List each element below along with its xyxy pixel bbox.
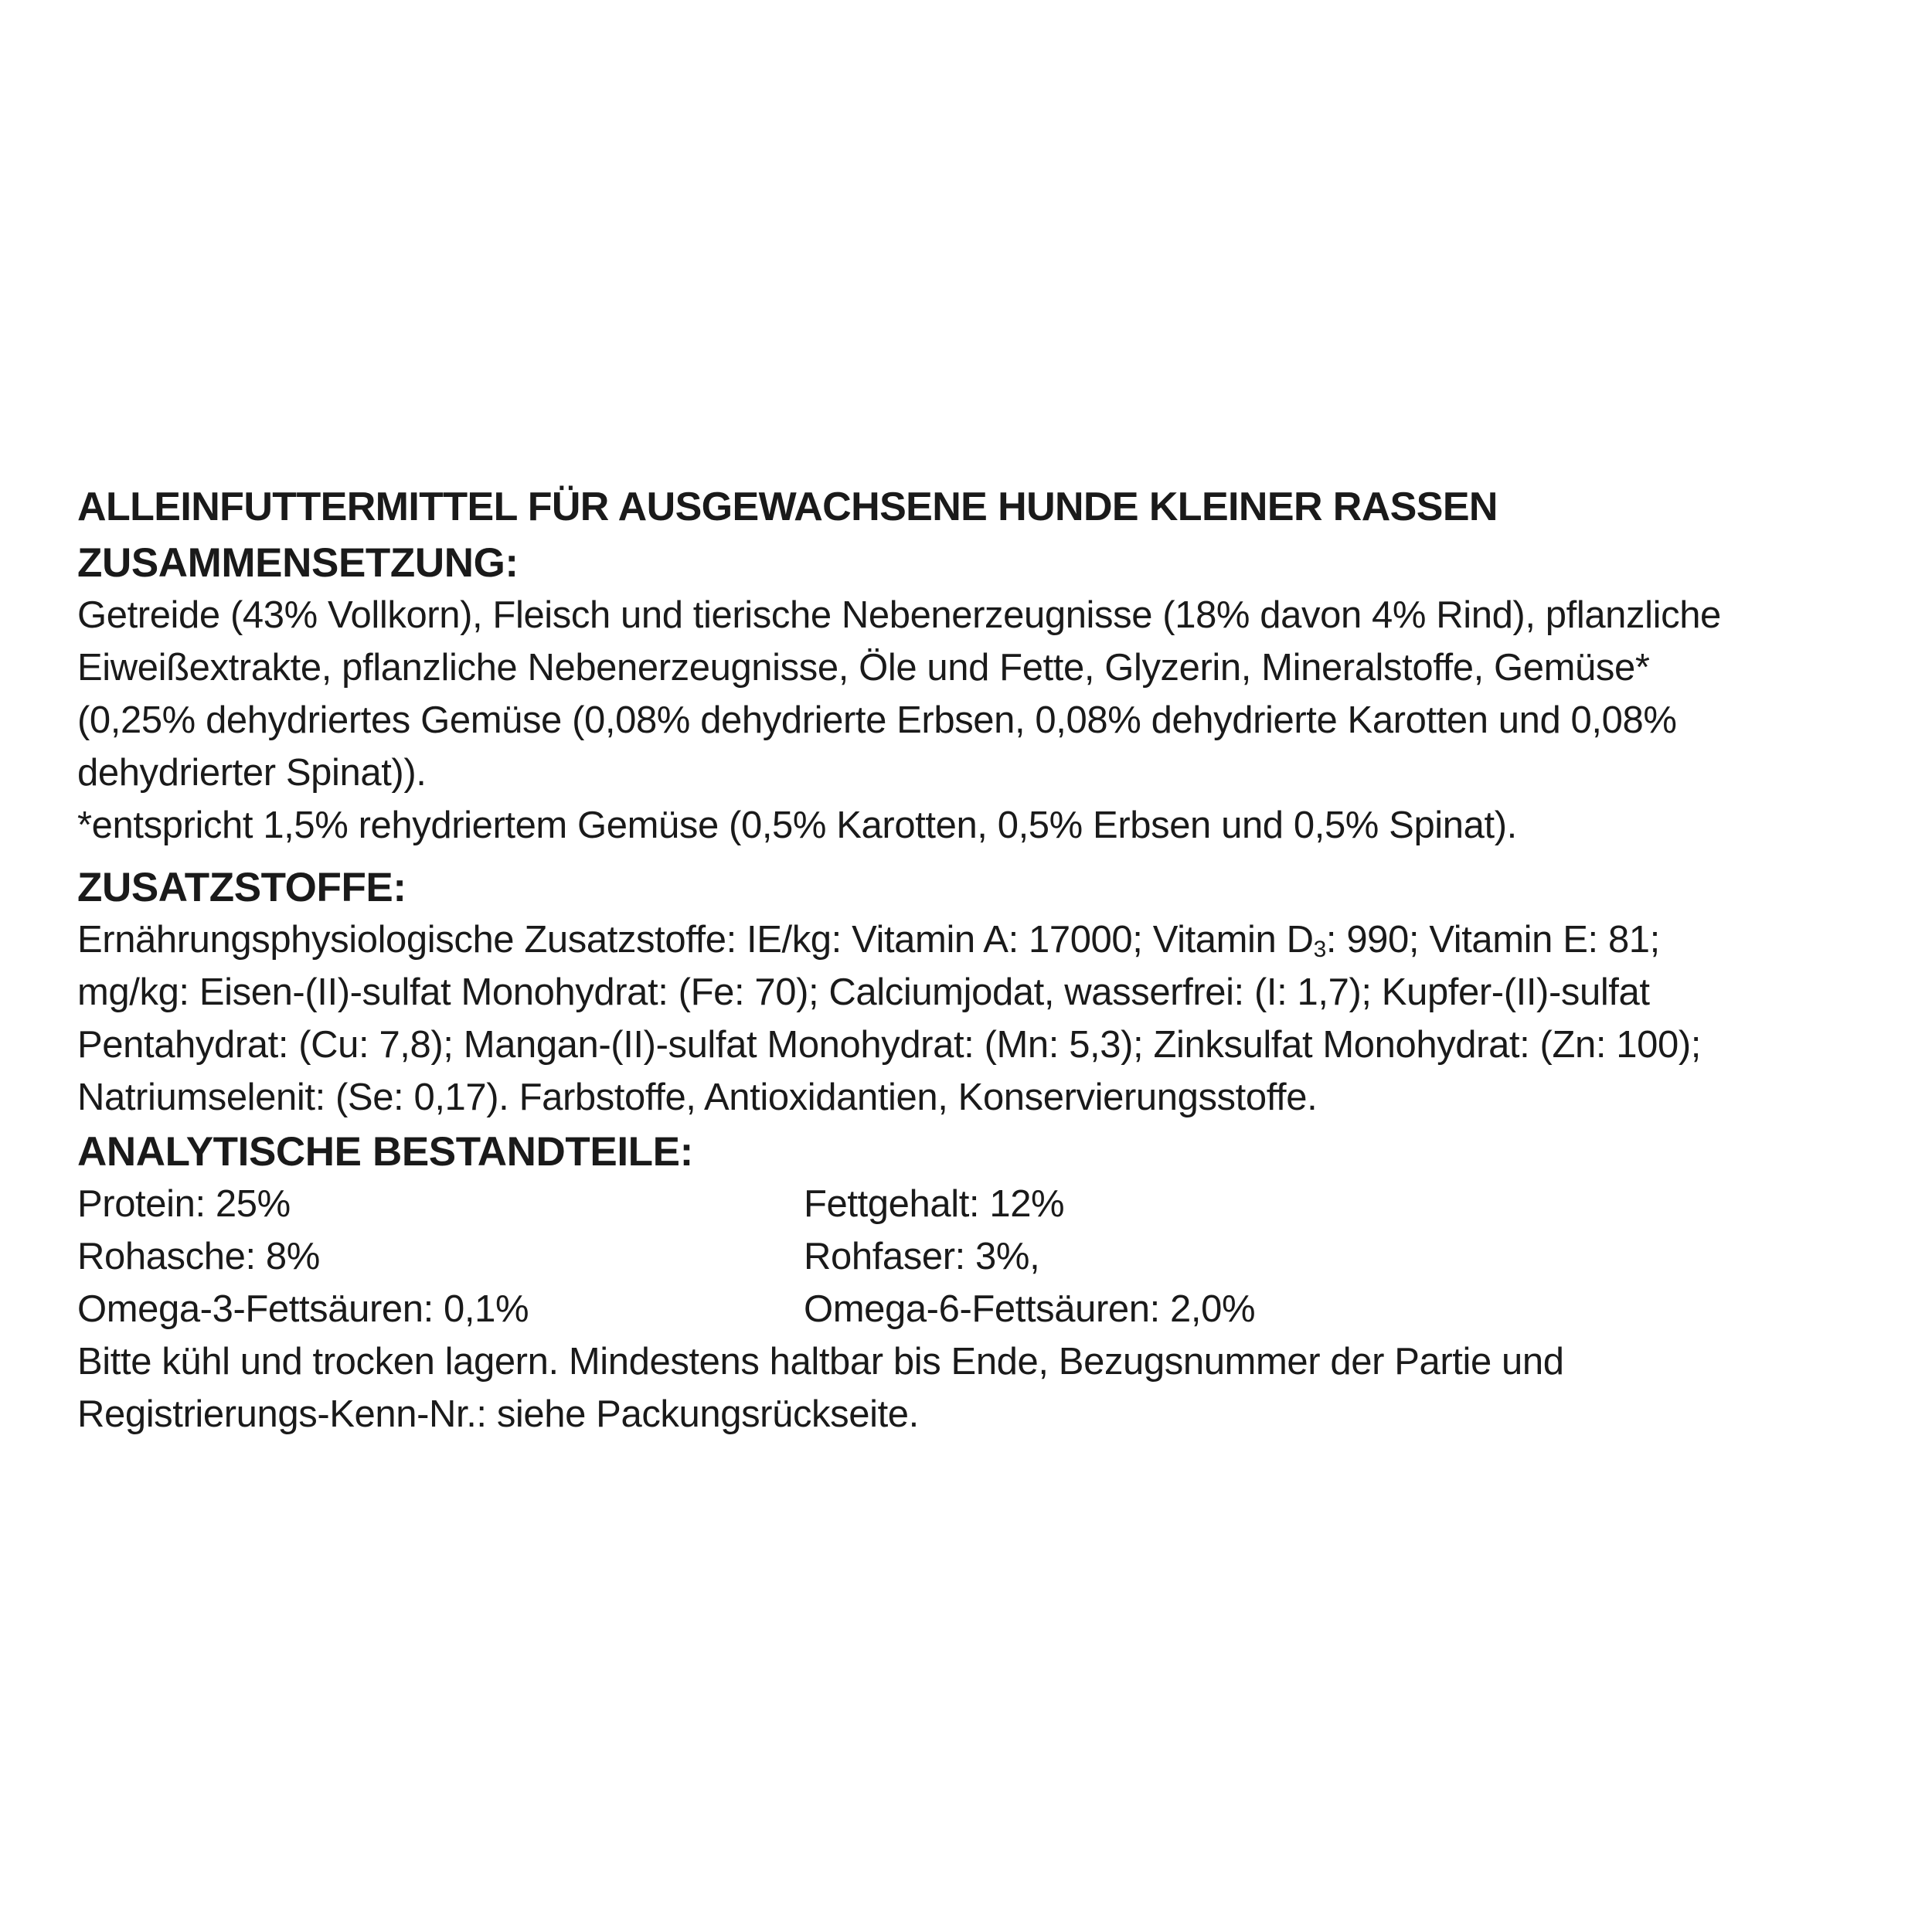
product-label <box>77 482 1878 1440</box>
composition-line: Eiweißextrakte, pflanzliche Nebenerzeugnisse, Öle und Fette, Glyzerin, Mineralstoffe, Gemüse* <box>77 647 1650 689</box>
additives-line-end: : 990; Vitamin E: 81; <box>1325 919 1660 961</box>
analysis-item-omega6: Omega-6-Fettsäuren: 2,0% <box>804 1288 1256 1330</box>
additives-heading: ZUSATZSTOFFE: <box>77 865 406 910</box>
additives-section <box>77 862 1878 1124</box>
additives-text <box>77 913 1878 1124</box>
composition-line: dehydrierter Spinat)). <box>77 752 427 794</box>
composition-line: Getreide (43% Vollkorn), Fleisch und tierische Nebenerzeugnisse (18% davon 4% Rind), pflanzliche <box>77 594 1721 636</box>
additives-line: Pentahydrat: (Cu: 7,8); Mangan-(II)-sulfat Monohydrat: (Mn: 5,3); Zinksulfat Monohydrat: (Zn: 100); <box>77 1024 1701 1066</box>
additives-line-start: Ernährungsphysiologische Zusatzstoffe: IE/kg: Vitamin A: 17000; Vitamin D <box>77 919 1314 961</box>
analysis-section <box>77 1127 1878 1335</box>
analysis-item-omega3: Omega-3-Fettsäuren: 0,1% <box>77 1288 529 1330</box>
vitamin-d-subscript: 3 <box>1313 937 1326 962</box>
analysis-table <box>77 1178 1878 1335</box>
composition-line: (0,25% dehydriertes Gemüse (0,08% dehydrierte Erbsen, 0,08% dehydrierte Karotten und 0,08% <box>77 699 1677 741</box>
storage-text <box>77 1335 1878 1440</box>
storage-line: Bitte kühl und trocken lagern. Mindestens haltbar bis Ende, Bezugsnummer der Partie und <box>77 1341 1564 1383</box>
analysis-item-fat: Fettgehalt: 12% <box>804 1183 1065 1225</box>
composition-heading: ZUSAMMENSETZUNG: <box>77 540 519 586</box>
storage-line: Registrierungs-Kenn-Nr.: siehe Packungsrückseite. <box>77 1393 919 1435</box>
composition-text <box>77 589 1878 852</box>
additives-line <box>77 913 1878 966</box>
analysis-heading: ANALYTISCHE BESTANDTEILE: <box>77 1129 693 1175</box>
composition-section <box>77 538 1878 852</box>
additives-line: Natriumselenit: (Se: 0,17). Farbstoffe, Antioxidantien, Konservierungsstoffe. <box>77 1077 1318 1118</box>
composition-footnote: *entspricht 1,5% rehydriertem Gemüse (0,5% Karotten, 0,5% Erbsen und 0,5% Spinat). <box>77 804 1517 846</box>
analysis-item-protein: Protein: 25% <box>77 1183 291 1225</box>
product-title: ALLEINFUTTERMITTEL FÜR AUSGEWACHSENE HUNDE KLEINER RASSEN <box>77 485 1498 529</box>
analysis-item-fibre: Rohfaser: 3%, <box>804 1236 1040 1277</box>
additives-line: mg/kg: Eisen-(II)-sulfat Monohydrat: (Fe: 70); Calciumjodat, wasserfrei: (I: 1,7); Kupfer-(II)-sulfat <box>77 971 1650 1013</box>
analysis-item-ash: Rohasche: 8% <box>77 1236 320 1277</box>
